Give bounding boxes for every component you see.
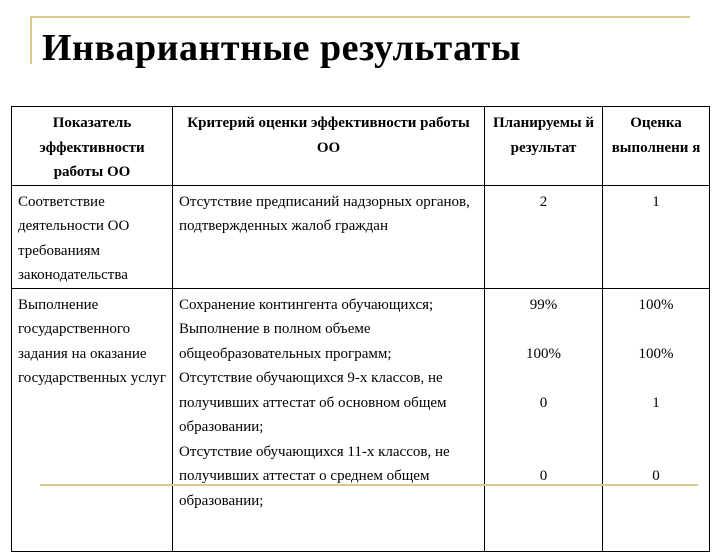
table-header-row <box>12 107 710 186</box>
header-planned-result: Планируемы й результат <box>485 107 603 186</box>
row2-criterion-1: Сохранение контингента обучающихся; <box>179 296 434 313</box>
row1-indicator: Соответствие деятельности ОО требованиям законодательства <box>12 185 173 288</box>
row2-score-cell <box>603 288 710 551</box>
row2-indicator: Выполнение государственного задания на оказание государственных услуг <box>12 288 173 551</box>
row2-score-4: 0 <box>652 468 660 484</box>
row2-score-1: 100% <box>638 296 674 313</box>
table-row <box>12 185 710 288</box>
row2-planned-3: 0 <box>539 394 548 411</box>
header-indicator: Показатель эффективности работы ОО <box>12 107 173 186</box>
row1-planned: 2 <box>485 185 603 288</box>
row2-score-2: 100% <box>638 345 674 362</box>
row2-score-3: 1 <box>652 394 660 411</box>
slide-title: Инвариантные результаты <box>42 27 521 69</box>
row2-criteria-cell <box>173 288 485 551</box>
row2-criterion-4: Отсутствие обучающихся 11-х классов, не получивших аттестат о среднем общем образовании; <box>179 443 450 509</box>
decorative-bottom-rule <box>40 484 698 486</box>
row1-score: 1 <box>603 185 710 288</box>
row2-criterion-3: Отсутствие обучающихся 9-х классов, не получивших аттестат об основном общем образовании; <box>179 370 447 435</box>
row2-planned-cell <box>485 288 603 551</box>
header-criteria: Критерий оценки эффективности работы ОО <box>173 107 485 186</box>
row1-criteria: Отсутствие предписаний надзорных органов, подтвержденных жалоб граждан <box>173 185 485 288</box>
table-row <box>12 288 710 551</box>
row2-criterion-2: Выполнение в полном объеме общеобразовательных программ; <box>179 321 392 362</box>
row2-planned-4: 0 <box>539 468 548 484</box>
row2-planned-1: 99% <box>529 296 558 313</box>
decorative-left-rule <box>30 16 32 64</box>
decorative-top-rule <box>30 16 690 18</box>
row2-planned-2: 100% <box>526 345 561 362</box>
header-assessment: Оценка выполнени я <box>603 107 710 186</box>
